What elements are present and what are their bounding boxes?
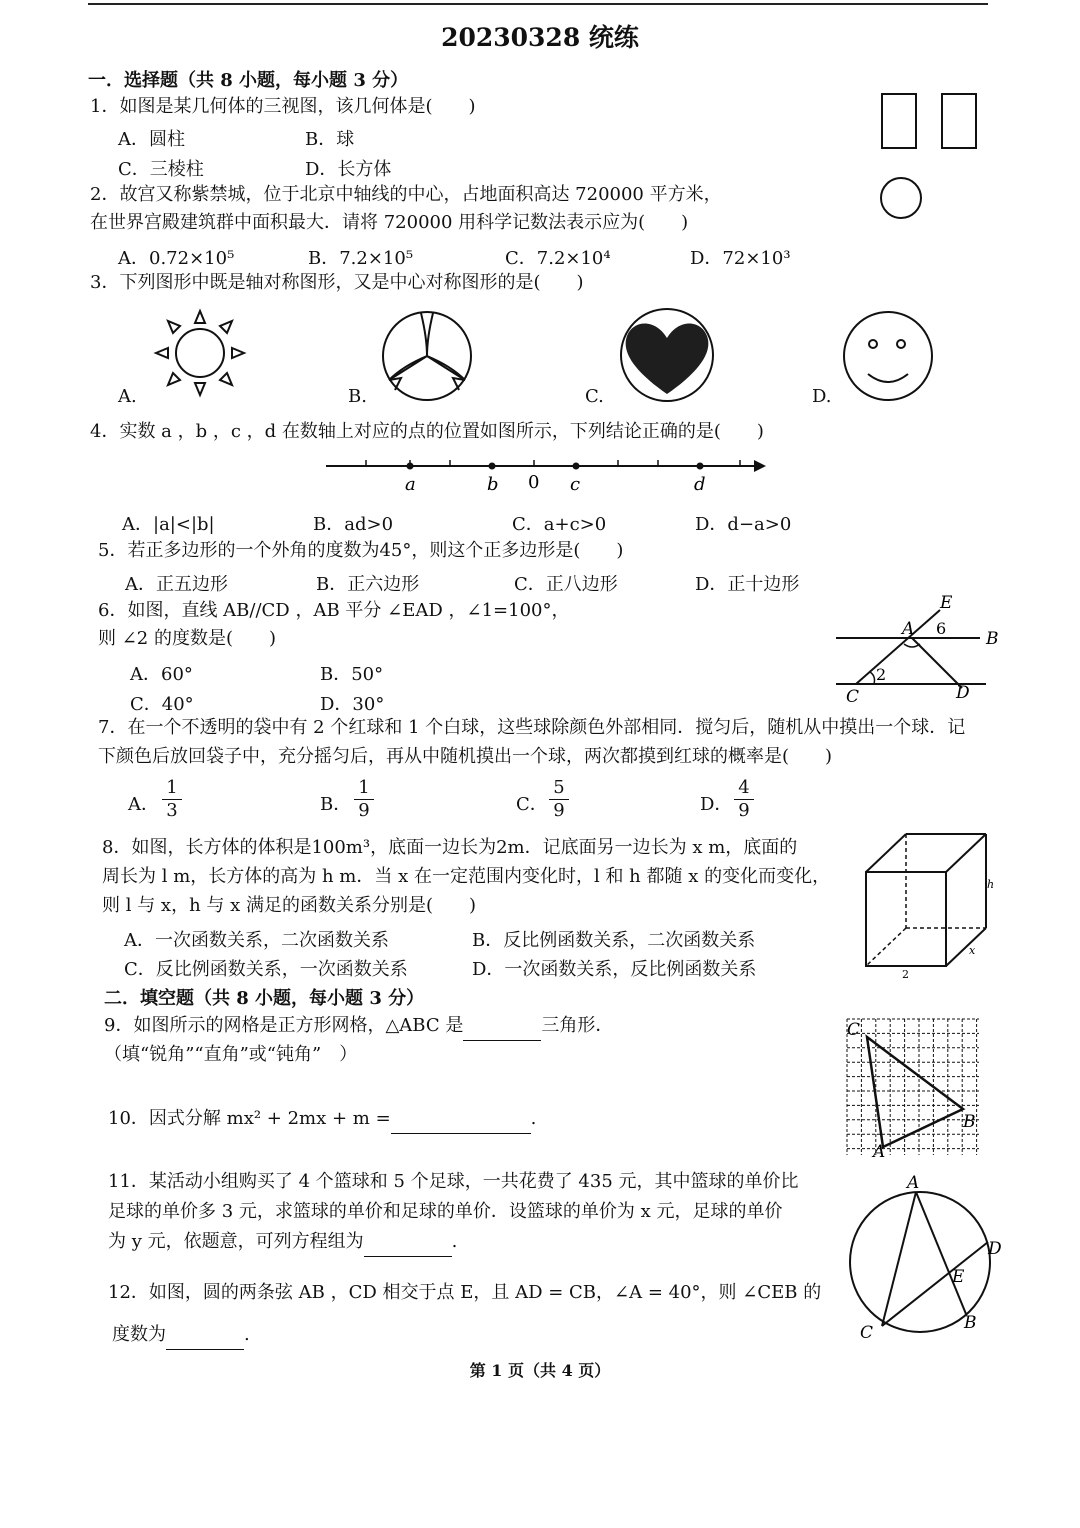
q5-option-a: A．正五边形 xyxy=(125,574,228,595)
q8-cuboid-figure xyxy=(858,826,998,982)
q10-answer-blank[interactable] xyxy=(391,1133,531,1134)
q4-option-d: D．d−a>0 xyxy=(695,514,792,535)
q4-stem: 4．实数 a ，b ，c ，d 在数轴上对应的点的位置如图所示，下列结论正确的是( ) xyxy=(90,421,764,442)
q7-stem-line1: 7．在一个不透明的袋中有 2 个红球和 1 个白球，这些球除颜色外部相同．搅匀后，随机从中摸出一个球．记 xyxy=(98,717,966,738)
q3-label-c: C. xyxy=(585,386,604,407)
q8-option-d: D．一次函数关系，反比例函数关系 xyxy=(472,959,757,980)
q4-option-a: A．|a|<|b| xyxy=(122,514,215,535)
q6-label-e: E xyxy=(940,593,953,613)
q4-label-b: b xyxy=(487,474,499,495)
q8-option-b: B．反比例函数关系，二次函数关系 xyxy=(472,930,756,951)
q4-label-c: c xyxy=(570,474,581,495)
q1-stem: 1．如图是某几何体的三视图，该几何体是( ) xyxy=(90,96,476,117)
q1-option-c: C．三棱柱 xyxy=(118,159,204,180)
q6-label-c: C xyxy=(846,687,860,704)
q4-label-d: d xyxy=(694,474,706,495)
q12-label-e: E xyxy=(952,1267,965,1287)
q6-parallel-lines-figure xyxy=(830,592,1005,704)
q2-option-c: C．7.2×10⁴ xyxy=(505,248,611,269)
q8-option-a: A．一次函数关系，二次函数关系 xyxy=(124,930,389,951)
q8-stem-line3: 则 l 与 x，h 与 x 满足的函数关系分别是( ) xyxy=(102,895,477,916)
q4-number-line xyxy=(320,452,770,496)
q6-label-d: D xyxy=(956,683,970,703)
q7-stem-line2: 下颜色后放回袋子中，充分摇匀后，再从中随机摸出一个球，两次都摸到红球的概率是( ) xyxy=(98,746,833,767)
q9-grid-triangle-figure xyxy=(843,1015,983,1159)
q6-label-b: B xyxy=(986,629,999,649)
q4-label-zero: 0 xyxy=(528,472,540,493)
q1-three-views-figure xyxy=(870,88,990,228)
q11-answer-blank[interactable] xyxy=(364,1256,452,1257)
q11-stem-line3: 为 y 元，依题意，可列方程组为 . xyxy=(108,1227,457,1257)
q12-label-d: D xyxy=(988,1239,1002,1259)
q12-circle-chords-figure xyxy=(840,1170,1010,1342)
q5-option-d: D．正十边形 xyxy=(695,574,800,595)
q7-option-d-label: D． xyxy=(700,794,733,815)
q12-answer-blank[interactable] xyxy=(166,1349,244,1350)
q4-label-a: a xyxy=(405,474,416,495)
q2-option-a: A．0.72×10⁵ xyxy=(118,248,235,269)
q12-label-a: A xyxy=(907,1173,920,1193)
q2-stem-line1: 2．故宫又称紫禁城，位于北京中轴线的中心，占地面积高达 720000 平方米， xyxy=(90,184,722,205)
q3-label-a: A. xyxy=(118,386,137,407)
q6-option-c: C．40° xyxy=(130,694,194,715)
q9-hint: （填“锐角”“直角”或“钝角” ） xyxy=(104,1044,358,1065)
q1-option-d: D．长方体 xyxy=(305,159,392,180)
q7-option-a-label: A． xyxy=(128,794,159,815)
q6-option-b: B．50° xyxy=(320,664,384,685)
q3-figure-c-heart xyxy=(615,306,719,404)
q2-stem-line2: 在世界宫殿建筑群中面积最大．请将 720000 用科学记数法表示应为( ) xyxy=(90,212,689,233)
q12-label-c: C xyxy=(860,1323,874,1342)
q2-option-d: D．72×10³ xyxy=(690,248,791,269)
q6-option-a: A．60° xyxy=(130,664,193,685)
q3-figure-b-circle-blades xyxy=(375,308,479,404)
q3-label-b: B. xyxy=(348,386,367,407)
page-footer: 第 1 页（共 4 页） xyxy=(469,1361,611,1380)
q8-label-x: x xyxy=(969,944,976,957)
q7-option-b-label: B． xyxy=(320,794,352,815)
q9-label-b: B xyxy=(963,1112,976,1132)
q5-option-b: B．正六边形 xyxy=(316,574,420,595)
q4-option-c: C．a+c>0 xyxy=(512,514,607,535)
q6-option-d: D．30° xyxy=(320,694,385,715)
q3-label-d: D. xyxy=(812,386,832,407)
q6-stem-line1: 6．如图，直线 AB//CD ，AB 平分 ∠EAD ，∠1=100°， xyxy=(98,600,570,621)
q3-stem: 3．下列图形中既是轴对称图形，又是中心对称图形的是( ) xyxy=(90,272,584,293)
q6-angle-2-mark: 2 xyxy=(876,665,887,684)
q2-option-b: B．7.2×10⁵ xyxy=(308,248,414,269)
q3-figure-a-sun xyxy=(148,305,258,405)
q7-option-b-fraction: 1 9 xyxy=(354,778,374,821)
q4-option-b: B．ad>0 xyxy=(313,514,394,535)
q8-option-c: C．反比例函数关系，一次函数关系 xyxy=(124,959,408,980)
section-2-heading: 二．填空题（共 8 小题，每小题 3 分） xyxy=(104,988,425,1009)
q1-option-a: A．圆柱 xyxy=(118,129,185,150)
q7-option-c-fraction: 5 9 xyxy=(549,778,569,821)
q8-stem-line1: 8．如图，长方体的体积是100m³，底面一边长为2m．记底面另一边长为 x m，底面的 xyxy=(102,837,798,858)
q5-option-c: C．正八边形 xyxy=(514,574,618,595)
q6-angle-1-mark: 6 xyxy=(936,619,947,638)
q5-stem: 5．若正多边形的一个外角的度数为45°，则这个正多边形是( ) xyxy=(98,540,624,561)
q1-option-b: B．球 xyxy=(305,129,355,150)
q10-stem: 10．因式分解 mx² + 2mx + m = . xyxy=(108,1104,536,1134)
top-rule xyxy=(88,3,988,5)
q6-stem-line2: 则 ∠2 的度数是( ) xyxy=(98,628,277,649)
q3-figure-d-smiley xyxy=(838,310,938,406)
q11-stem-line1: 11．某活动小组购买了 4 个篮球和 5 个足球，一共花费了 435 元，其中篮球的单价比 xyxy=(108,1171,799,1192)
q12-stem-line2: 度数为 . xyxy=(112,1320,250,1350)
q7-option-d-fraction: 4 9 xyxy=(734,778,754,821)
q9-answer-blank[interactable] xyxy=(463,1040,541,1041)
q11-stem-line2: 足球的单价多 3 元，求篮球的单价和足球的单价．设篮球的单价为 x 元，足球的单价 xyxy=(108,1201,783,1222)
q12-label-b: B xyxy=(964,1313,977,1333)
q9-label-c: C xyxy=(847,1020,861,1040)
q7-option-c-label: C． xyxy=(516,794,548,815)
q8-label-2: 2 xyxy=(902,968,909,981)
page-title: 20230328 统练 xyxy=(441,23,639,52)
q7-option-a-fraction: 1 3 xyxy=(162,778,182,821)
q9-label-a: A xyxy=(873,1142,886,1159)
q8-label-h: h xyxy=(987,878,995,891)
section-1-heading: 一．选择题（共 8 小题，每小题 3 分） xyxy=(88,70,409,91)
q6-label-a: A xyxy=(902,619,915,639)
q9-stem: 9．如图所示的网格是正方形网格，△ABC 是 三角形． xyxy=(104,1011,613,1041)
q12-stem-line1: 12．如图，圆的两条弦 AB ，CD 相交于点 E，且 AD = CB，∠A = 40°，则 ∠CEB 的 xyxy=(108,1282,822,1303)
q8-stem-line2: 周长为 l m，长方体的高为 h m．当 x 在一定范围内变化时，l 和 h 都随 x 的变化而变化， xyxy=(102,866,831,887)
